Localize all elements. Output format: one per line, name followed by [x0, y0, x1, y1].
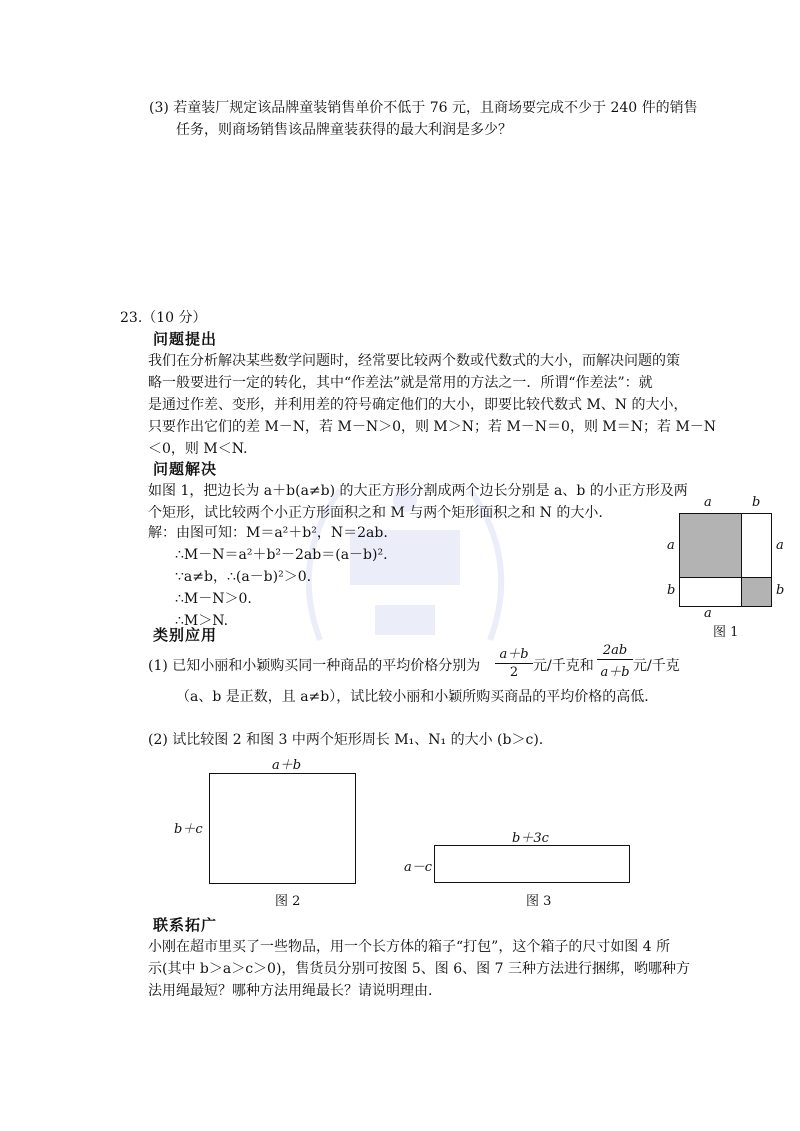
fig2-rectangle	[209, 773, 356, 884]
solution-line-1: 解：由图可知：M＝a²＋b²，N＝2ab.	[148, 525, 388, 541]
fig1-square-a	[679, 513, 742, 578]
extend-line-2: 示(其中 b＞a＞c＞0)，售货员分别可按图 5、图 6、图 7 三种方法进行捆绑，哟哪种方	[148, 961, 690, 977]
fig1-label-bottom-a: a	[704, 606, 712, 621]
intro-line-5: ＜0，则 M＜N.	[148, 441, 248, 457]
fraction-2	[597, 643, 633, 680]
intro-line-1: 我们在分析解决某些数学问题时，经常要比较两个数或代数式的大小，而解决问题的策	[148, 353, 680, 369]
solve-line-2: 个矩形，试比较两个小正方形面积之和 M 与两个矩形面积之和 N 的大小.	[148, 505, 603, 521]
solution-line-3: ∵a≠b，∴(a－b)²＞0.	[175, 569, 312, 585]
fig1-square-b	[741, 577, 772, 607]
fig2-caption: 图 2	[275, 894, 301, 909]
fraction-1-numerator: a＋b	[499, 647, 529, 662]
extend-line-1: 小刚在超市里买了一些物品，用一个长方体的箱子“打包”，这个箱子的尺寸如图 4 所	[148, 939, 671, 955]
fig1-caption: 图 1	[713, 625, 739, 640]
solve-line-1: 如图 1，把边长为 a＋b(a≠b) 的大正方形分割成两个边长分别是 a、b 的小正方形及两	[148, 483, 688, 499]
section-title-solve: 问题解决	[153, 460, 218, 478]
fig2-label-left: b＋c	[174, 822, 203, 837]
fig1-label-left-b: b	[667, 583, 676, 598]
fig1-rect-bottom	[679, 577, 742, 607]
q3-line-2: 任务，则商场销售该品牌童装获得的最大利润是多少？	[176, 122, 512, 138]
fig3-rectangle	[434, 845, 630, 883]
solution-line-5: ∴M＞N.	[175, 613, 229, 629]
fraction-1-denominator: 2	[509, 665, 519, 680]
fig1-label-top-a: a	[704, 495, 712, 510]
fig1-rect-top	[741, 513, 772, 578]
app2-text: (2) 试比较图 2 和图 3 中两个矩形周长 M₁、N₁ 的大小 (b＞c).	[148, 732, 544, 748]
fig3-caption: 图 3	[526, 894, 552, 909]
fig3-label-left: a－c	[404, 860, 433, 875]
fraction-1	[495, 643, 533, 680]
section-title-apply: 类别应用	[153, 626, 218, 644]
app1-suffix: 元/千克	[633, 658, 680, 674]
intro-line-3: 是通过作差、变形，并利用差的符号确定他们的大小，即要比较代数式 M、N 的大小，	[148, 397, 688, 413]
section-title-problem: 问题提出	[153, 330, 218, 348]
intro-line-2: 略一般要进行一定的转化，其中“作差法”就是常用的方法之一．所谓“作差法”：就	[148, 375, 653, 391]
extend-line-3: 法用绳最短？哪种方法用绳最长？请说明理由.	[148, 983, 433, 999]
q3-line-1: (3) 若童装厂规定该品牌童装销售单价不低于 76 元，且商场要完成不少于 240 件的销售	[149, 100, 698, 116]
question-number: 23.（10 分）	[120, 310, 207, 326]
fig1-label-left-a: a	[667, 538, 675, 553]
solution-line-4: ∴M－N＞0.	[175, 591, 252, 607]
fraction-2-numerator: 2ab	[602, 643, 628, 658]
app1-line-2: （a、b 是正数，且 a≠b），试比较小丽和小颖所购买商品的平均价格的高低.	[176, 689, 649, 705]
intro-line-4: 只要作出它们的差 M－N，若 M－N＞0，则 M＞N；若 M－N＝0，则 M＝N；若 M－N	[148, 419, 717, 435]
fraction-2-denominator: a＋b	[600, 665, 630, 680]
fig1-label-top-b: b	[752, 495, 761, 510]
fig3-label-top: b＋3c	[512, 831, 549, 846]
app1-prefix: (1) 已知小丽和小颖购买同一种商品的平均价格分别为	[148, 658, 481, 674]
fig1-label-right-a: a	[776, 538, 784, 553]
section-title-extend: 联系拓广	[153, 916, 218, 934]
app1-middle: 元/千克和	[533, 658, 594, 674]
fig2-label-top: a＋b	[272, 758, 302, 773]
fig1-label-right-b: b	[776, 583, 785, 598]
solution-line-2: ∴M－N＝a²＋b²－2ab＝(a－b)².	[175, 547, 388, 563]
